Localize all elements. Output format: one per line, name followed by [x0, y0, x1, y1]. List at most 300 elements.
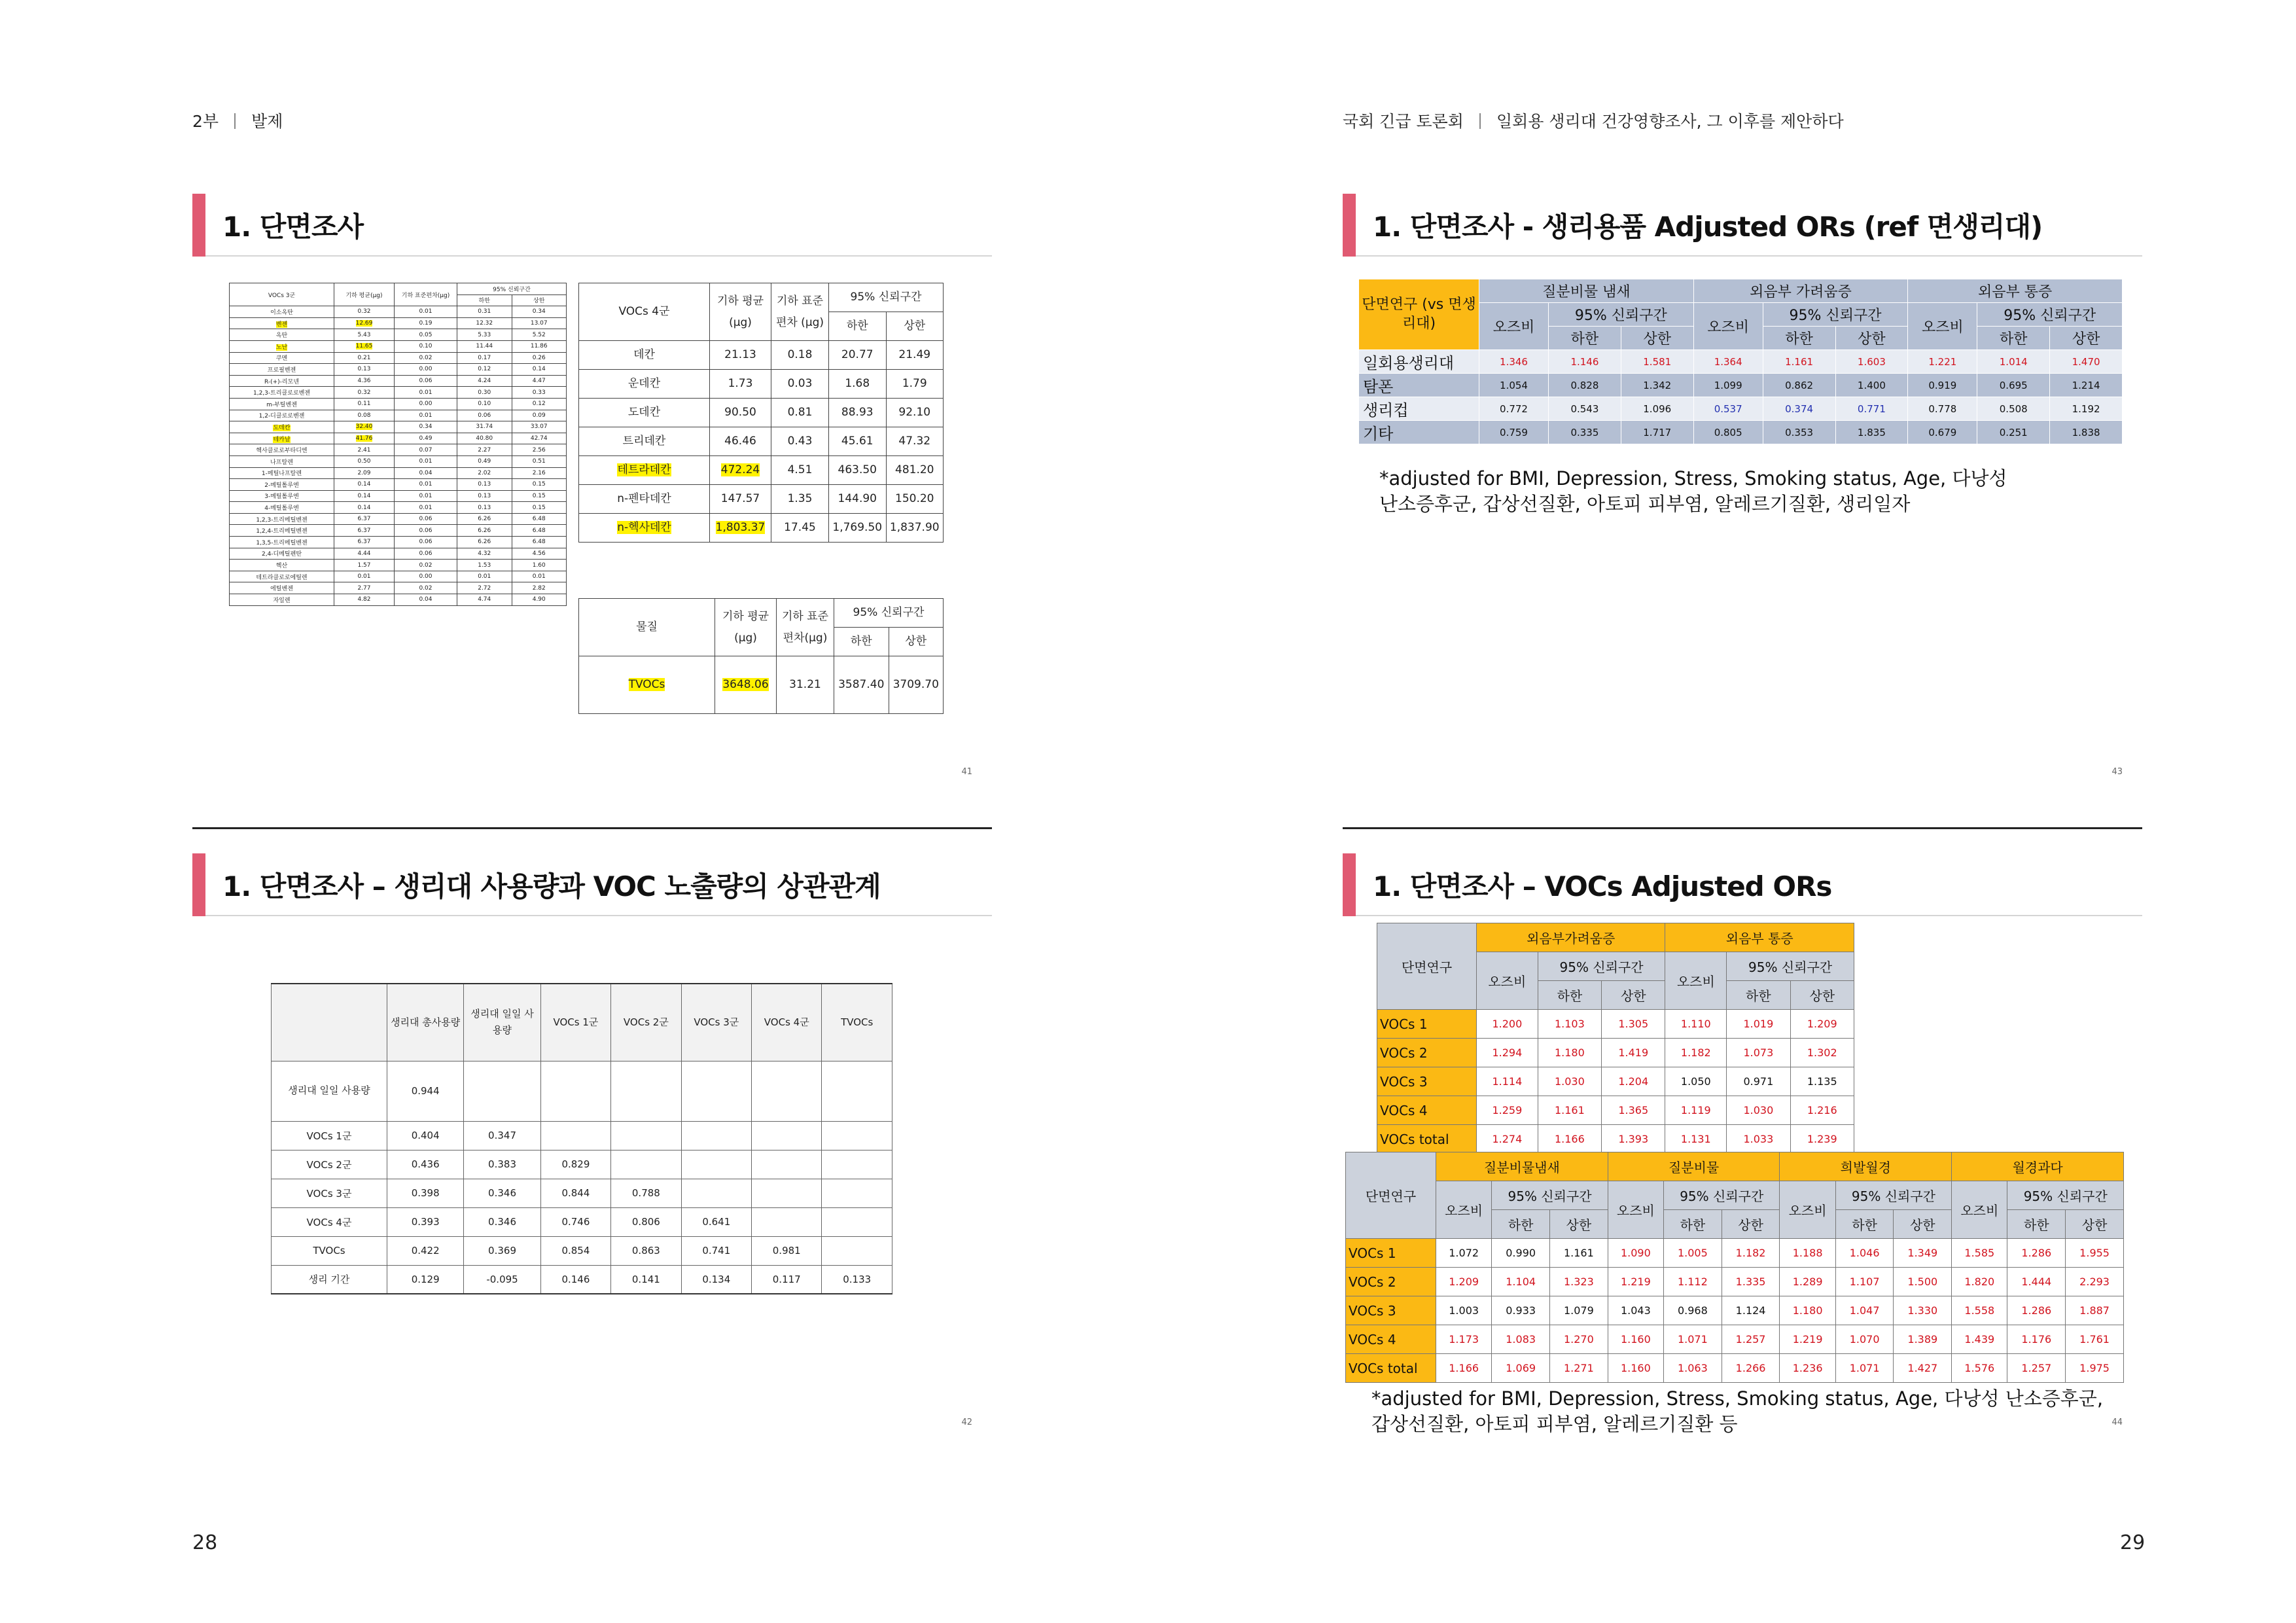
value-cell: 0.05 — [395, 329, 457, 341]
row-label: VOCs 2군 — [272, 1150, 387, 1179]
substance-cell — [230, 433, 334, 444]
substance-cell: 운데칸 — [579, 370, 710, 399]
substance-cell: 1,2-디클로로벤젠 — [230, 410, 334, 421]
value-cell: 4.36 — [334, 375, 395, 387]
value-cell: 6.37 — [334, 513, 395, 525]
table-row — [230, 364, 567, 376]
lower-bound-header: 하한 — [1664, 1210, 1722, 1239]
row-label: VOCs 3 — [1377, 1067, 1477, 1096]
upper-bound-header: 상한 — [1602, 981, 1665, 1010]
table-row — [230, 317, 567, 329]
col-header: VOCs 4군 — [752, 984, 822, 1061]
value-cell: 0.01 — [334, 571, 395, 582]
table-row — [579, 485, 944, 514]
substance-cell — [579, 514, 710, 543]
ci-header: 95% 신뢰구간 — [1835, 1181, 1951, 1210]
value-cell: 0.17 — [457, 352, 512, 364]
table-row — [272, 1150, 892, 1179]
substance-cell: 4-메틸톨루엔 — [230, 502, 334, 514]
corr-cell: -0.095 — [464, 1265, 540, 1294]
table-row — [230, 537, 567, 548]
value-cell: 6.26 — [457, 525, 512, 537]
or-value: 1.103 — [1538, 1010, 1601, 1039]
or-value: 1.173 — [1436, 1325, 1492, 1354]
or-value: 1.114 — [1477, 1067, 1538, 1096]
ci-header: 95% 신뢰구간 — [1977, 303, 2123, 327]
or-value: 1.364 — [1693, 350, 1763, 374]
or-value: 0.828 — [1549, 374, 1621, 397]
row-label: VOCs 1군 — [272, 1121, 387, 1150]
slide-44 — [1343, 851, 2142, 1518]
value-cell: 3709.70 — [889, 656, 944, 714]
table-row — [230, 571, 567, 582]
table-row — [1346, 1268, 2124, 1296]
slide-number: 44 — [2111, 1418, 2123, 1427]
value-cell: 0.01 — [395, 490, 457, 502]
table-row — [230, 329, 567, 341]
or-value: 1.419 — [1602, 1039, 1665, 1067]
value-cell: 481.20 — [886, 456, 944, 485]
value-cell: 0.01 — [395, 306, 457, 318]
slide-title-bar — [192, 191, 992, 257]
or-value: 1.576 — [1952, 1354, 2007, 1383]
corr-cell — [822, 1236, 892, 1265]
table-row — [230, 421, 567, 433]
value-cell: 12.32 — [457, 317, 512, 329]
or-value: 0.695 — [1977, 374, 2050, 397]
or-value: 1.014 — [1977, 350, 2050, 374]
value-cell: 1.79 — [886, 370, 944, 399]
substance-cell: R-(+)-리모넨 — [230, 375, 334, 387]
value-cell: 0.19 — [395, 317, 457, 329]
or-value: 0.353 — [1763, 421, 1835, 444]
table-row — [230, 502, 567, 514]
value-cell: 0.03 — [771, 370, 829, 399]
highlighted-text: 11.65 — [355, 343, 373, 350]
value-cell: 21.49 — [886, 341, 944, 370]
or-value: 1.820 — [1952, 1268, 2007, 1296]
table-row — [1377, 1067, 1854, 1096]
or-value: 1.219 — [1780, 1325, 1835, 1354]
or-value: 0.537 — [1693, 397, 1763, 421]
or-value: 0.778 — [1908, 397, 1977, 421]
corr-cell — [464, 1061, 540, 1121]
substance-cell: 2,4-디메틸펜탄 — [230, 548, 334, 560]
value-cell: 0.06 — [395, 537, 457, 548]
substance-cell: 1,2,3-트리클로로벤젠 — [230, 387, 334, 399]
or-value: 1.180 — [1538, 1039, 1601, 1067]
corr-cell — [822, 1121, 892, 1150]
group-header: 질분비물냄새 — [1436, 1152, 1608, 1181]
vocs4-table — [578, 283, 944, 543]
or-value: 1.146 — [1549, 350, 1621, 374]
table-row — [230, 410, 567, 421]
or-value: 1.257 — [2007, 1354, 2066, 1383]
table-row — [230, 582, 567, 594]
or-value: 1.209 — [1436, 1268, 1492, 1296]
value-cell: 4.51 — [771, 456, 829, 485]
or-value: 0.933 — [1492, 1296, 1550, 1325]
or-value: 0.805 — [1693, 421, 1763, 444]
or-value: 1.071 — [1835, 1354, 1894, 1383]
highlighted-text: 테트라데칸 — [617, 463, 671, 477]
substance-cell: 1,2,3-트리메틸벤젠 — [230, 513, 334, 525]
col-header: 생리대 총사용량 — [387, 984, 464, 1061]
value-cell: 0.01 — [395, 479, 457, 491]
col-header: VOCs 2군 — [611, 984, 681, 1061]
table-row — [230, 444, 567, 456]
or-header: 오즈비 — [1908, 303, 1977, 350]
or-value: 1.323 — [1550, 1268, 1608, 1296]
value-cell: 88.93 — [829, 399, 887, 427]
value-cell: 2.41 — [334, 444, 395, 456]
or-value: 1.050 — [1665, 1067, 1727, 1096]
note-line: *adjusted for BMI, Depression, Stress, Smoking status, Age, 다낭성 — [1379, 467, 2007, 490]
or-header: 오즈비 — [1665, 952, 1727, 1010]
or-header: 오즈비 — [1693, 303, 1763, 350]
corr-cell: 0.788 — [611, 1179, 681, 1207]
or-value: 1.135 — [1790, 1067, 1854, 1096]
value-cell: 4.44 — [334, 548, 395, 560]
corr-cell — [681, 1150, 751, 1179]
col-header: TVOCs — [822, 984, 892, 1061]
col-header: VOCs 4군 — [579, 283, 710, 341]
row-label: 탐폰 — [1359, 374, 1479, 397]
corr-cell — [681, 1179, 751, 1207]
or-value: 1.838 — [2050, 421, 2123, 444]
or-value: 1.603 — [1835, 350, 1908, 374]
value-cell: 1.57 — [334, 560, 395, 571]
or-value: 1.219 — [1608, 1268, 1663, 1296]
corr-cell: 0.944 — [387, 1061, 464, 1121]
value-cell: 4.82 — [334, 594, 395, 606]
table-row — [579, 399, 944, 427]
or-value: 1.221 — [1908, 350, 1977, 374]
value-cell: 0.01 — [395, 502, 457, 514]
table-row — [230, 433, 567, 444]
slide-title-bar — [1343, 851, 2142, 916]
table-row — [230, 490, 567, 502]
or-value: 1.047 — [1835, 1296, 1894, 1325]
row-label: VOCs 1 — [1346, 1239, 1436, 1268]
col-header: 95% 신뢰구간 — [457, 283, 567, 295]
value-cell: 0.49 — [457, 455, 512, 467]
or-value: 1.005 — [1664, 1239, 1722, 1268]
corr-cell: 0.863 — [611, 1236, 681, 1265]
highlighted-text: n-헥사데칸 — [617, 521, 671, 535]
value-cell: 2.77 — [334, 582, 395, 594]
lower-bound-header: 하한 — [1492, 1210, 1550, 1239]
or-value: 1.069 — [1492, 1354, 1550, 1383]
value-cell: 1.35 — [771, 485, 829, 514]
slide-41 — [192, 191, 992, 859]
value-cell: 0.34 — [512, 306, 567, 318]
substance-cell: 나프탈렌 — [230, 455, 334, 467]
upper-bound-header: 상한 — [1835, 327, 1908, 350]
value-cell: 0.06 — [395, 375, 457, 387]
corr-cell: 0.393 — [387, 1207, 464, 1236]
table-row — [579, 341, 944, 370]
row-label: 일회용생리대 — [1359, 350, 1479, 374]
value-cell: 2.09 — [334, 467, 395, 479]
value-cell: 1.73 — [710, 370, 771, 399]
vocs-or-table-2 — [1345, 1152, 2124, 1383]
or-value: 1.289 — [1780, 1268, 1835, 1296]
value-cell: 0.09 — [512, 410, 567, 421]
or-header: 오즈비 — [1477, 952, 1538, 1010]
table-row — [230, 306, 567, 318]
table-row — [272, 1236, 892, 1265]
substance-cell: 헥사클로로부타디엔 — [230, 444, 334, 456]
value-cell: 0.14 — [334, 490, 395, 502]
table-row — [230, 548, 567, 560]
title-accent — [192, 194, 205, 257]
value-cell: 0.32 — [334, 387, 395, 399]
corr-cell — [822, 1061, 892, 1121]
or-value: 1.166 — [1538, 1125, 1601, 1154]
corr-cell: 0.347 — [464, 1121, 540, 1150]
corr-cell: 0.134 — [681, 1265, 751, 1294]
or-value: 1.073 — [1727, 1039, 1790, 1067]
value-cell: 0.06 — [395, 548, 457, 560]
value-cell: 0.14 — [334, 479, 395, 491]
value-cell: 6.26 — [457, 513, 512, 525]
ci-header: 95% 신뢰구간 — [1664, 1181, 1780, 1210]
value-cell: 5.33 — [457, 329, 512, 341]
lower-bound-header: 하한 — [1538, 981, 1601, 1010]
corr-cell: 0.436 — [387, 1150, 464, 1179]
correlation-table — [271, 983, 892, 1294]
substance-cell: n-펜타데칸 — [579, 485, 710, 514]
or-value: 1.294 — [1477, 1039, 1538, 1067]
table-row — [230, 479, 567, 491]
or-value: 1.131 — [1665, 1125, 1727, 1154]
or-value: 1.072 — [1436, 1239, 1492, 1268]
lower-bound-header: 하한 — [1977, 327, 2050, 350]
value-cell: 2.16 — [512, 467, 567, 479]
row-label: 생리컵 — [1359, 397, 1479, 421]
vocs3-table — [229, 283, 567, 606]
or-value: 1.161 — [1550, 1239, 1608, 1268]
value-cell: 0.08 — [334, 410, 395, 421]
or-value: 1.302 — [1790, 1039, 1854, 1067]
substance-cell: 쿠멘 — [230, 352, 334, 364]
substance-cell: m-부틸벤젠 — [230, 398, 334, 410]
or-value: 1.236 — [1780, 1354, 1835, 1383]
right-running-header — [1343, 109, 1844, 132]
corr-cell: 0.383 — [464, 1150, 540, 1179]
table-row — [1377, 1039, 1854, 1067]
value-cell: 0.26 — [512, 352, 567, 364]
or-value: 0.335 — [1549, 421, 1621, 444]
table-row — [1359, 350, 2123, 374]
or-value: 1.305 — [1602, 1010, 1665, 1039]
substance-cell — [230, 317, 334, 329]
corner-header: 단면연구 — [1346, 1152, 1436, 1239]
note-line: 갑상선질환, 아토피 피부염, 알레르기질환 등 — [1371, 1413, 1738, 1436]
or-value: 1.030 — [1538, 1067, 1601, 1096]
value-cell — [334, 433, 395, 444]
or-value: 1.581 — [1621, 350, 1693, 374]
or-value: 1.393 — [1602, 1125, 1665, 1154]
table-row — [230, 455, 567, 467]
highlighted-text: TVOCs — [628, 678, 665, 692]
corr-cell: 0.117 — [752, 1265, 822, 1294]
group-header: 월경과다 — [1952, 1152, 2124, 1181]
or-value: 1.585 — [1952, 1239, 2007, 1268]
highlighted-text: 1,803.37 — [715, 521, 766, 535]
col-header: VOCs 3군 — [230, 283, 334, 306]
or-value: 1.079 — [1550, 1296, 1608, 1325]
value-cell: 0.50 — [334, 455, 395, 467]
table-row — [579, 656, 944, 714]
or-value: 1.239 — [1790, 1125, 1854, 1154]
value-cell: 45.61 — [829, 427, 887, 456]
left-running-header — [192, 109, 283, 132]
value-cell: 0.01 — [395, 387, 457, 399]
value-cell: 0.07 — [395, 444, 457, 456]
or-value: 1.214 — [2050, 374, 2123, 397]
or-value: 1.033 — [1727, 1125, 1790, 1154]
upper-bound-header: 상한 — [1621, 327, 1693, 350]
value-cell: 0.06 — [457, 410, 512, 421]
corr-cell: 0.346 — [464, 1179, 540, 1207]
tvocs-table — [578, 598, 944, 714]
or-value: 1.182 — [1665, 1039, 1727, 1067]
or-value: 1.266 — [1722, 1354, 1780, 1383]
highlighted-text: 테카날 — [273, 436, 291, 443]
value-cell: 1.53 — [457, 560, 512, 571]
corr-cell — [611, 1061, 681, 1121]
or-value: 0.971 — [1727, 1067, 1790, 1096]
or-value: 1.110 — [1665, 1010, 1727, 1039]
corr-cell: 0.746 — [540, 1207, 610, 1236]
title-accent — [192, 853, 205, 916]
corr-cell: 0.146 — [540, 1265, 610, 1294]
adjustment-note — [1371, 1386, 2103, 1437]
col-header: 기하 평균(μg) — [710, 283, 771, 341]
vocs-or-table-1 — [1377, 923, 1854, 1154]
value-cell: 0.14 — [512, 364, 567, 376]
value-cell: 21.13 — [710, 341, 771, 370]
page-number-left: 28 — [192, 1531, 218, 1554]
table-row — [1359, 397, 2123, 421]
table-row — [1377, 1125, 1854, 1154]
col-header: 상한 — [886, 312, 944, 341]
value-cell: 0.02 — [395, 560, 457, 571]
row-label: VOCs 2 — [1377, 1039, 1477, 1067]
or-value: 0.251 — [1977, 421, 2050, 444]
or-value: 1.099 — [1693, 374, 1763, 397]
or-value: 0.968 — [1664, 1296, 1722, 1325]
highlighted-text: 도데칸 — [273, 424, 291, 431]
slide-number: 43 — [2111, 767, 2123, 777]
or-value: 1.271 — [1550, 1354, 1608, 1383]
or-value: 1.761 — [2066, 1325, 2124, 1354]
corr-cell — [611, 1121, 681, 1150]
or-value: 1.054 — [1479, 374, 1549, 397]
value-cell: 4.74 — [457, 594, 512, 606]
col-header: 95% 신뢰구간 — [829, 283, 944, 312]
or-value: 1.500 — [1894, 1268, 1952, 1296]
ci-header: 95% 신뢰구간 — [2007, 1181, 2124, 1210]
part-label: 2부 — [192, 112, 219, 131]
or-value: 1.090 — [1608, 1239, 1663, 1268]
corr-cell: 0.369 — [464, 1236, 540, 1265]
corr-cell — [752, 1179, 822, 1207]
value-cell — [334, 317, 395, 329]
substance-cell — [230, 340, 334, 352]
value-cell: 4.90 — [512, 594, 567, 606]
substance-cell: 헥산 — [230, 560, 334, 571]
value-cell: 0.02 — [395, 352, 457, 364]
value-cell: 0.00 — [395, 398, 457, 410]
substance-cell: 옥탄 — [230, 329, 334, 341]
or-value: 1.427 — [1894, 1354, 1952, 1383]
value-cell: 47.32 — [886, 427, 944, 456]
value-cell: 0.04 — [395, 467, 457, 479]
value-cell: 2.56 — [512, 444, 567, 456]
or-value: 1.043 — [1608, 1296, 1663, 1325]
col-header: 기하 평균(μg) — [715, 599, 777, 656]
corr-cell: 0.641 — [681, 1207, 751, 1236]
value-cell: 0.13 — [457, 479, 512, 491]
or-header: 오즈비 — [1479, 303, 1549, 350]
or-value: 1.400 — [1835, 374, 1908, 397]
slide-43 — [1343, 191, 2142, 859]
value-cell: 0.12 — [512, 398, 567, 410]
upper-bound-header: 상한 — [2066, 1210, 2124, 1239]
or-value: 1.166 — [1436, 1354, 1492, 1383]
value-cell: 1.68 — [829, 370, 887, 399]
or-value: 0.772 — [1479, 397, 1549, 421]
or-header: 오즈비 — [1780, 1181, 1835, 1239]
corr-cell — [752, 1061, 822, 1121]
value-cell: 0.13 — [457, 490, 512, 502]
value-cell: 6.48 — [512, 537, 567, 548]
or-value: 1.270 — [1550, 1325, 1608, 1354]
table-row — [272, 1061, 892, 1121]
substance-cell: 1,3,5-트리메틸벤젠 — [230, 537, 334, 548]
value-cell: 1,769.50 — [829, 514, 887, 543]
slide-title-bar — [1343, 191, 2142, 257]
or-value: 1.083 — [1492, 1325, 1550, 1354]
corr-cell: 0.422 — [387, 1236, 464, 1265]
title-accent — [1343, 853, 1356, 916]
note-line: *adjusted for BMI, Depression, Stress, Smoking status, Age, 다낭성 난소증후군, — [1371, 1387, 2104, 1410]
value-cell: 0.10 — [395, 340, 457, 352]
row-label: 기타 — [1359, 421, 1479, 444]
or-value: 0.374 — [1763, 397, 1835, 421]
or-value: 0.679 — [1908, 421, 1977, 444]
or-value: 1.046 — [1835, 1239, 1894, 1268]
value-cell: 90.50 — [710, 399, 771, 427]
or-value: 1.975 — [2066, 1354, 2124, 1383]
or-value: 1.330 — [1894, 1296, 1952, 1325]
corr-cell: 0.404 — [387, 1121, 464, 1150]
substance-cell — [230, 421, 334, 433]
value-cell: 31.74 — [457, 421, 512, 433]
value-cell: 20.77 — [829, 341, 887, 370]
highlighted-text: 벤젠 — [275, 321, 288, 328]
corr-cell — [611, 1150, 681, 1179]
table-row — [1346, 1325, 2124, 1354]
highlighted-text: 32.40 — [355, 423, 373, 431]
or-value: 1.342 — [1621, 374, 1693, 397]
or-value: 1.717 — [1621, 421, 1693, 444]
value-cell: 11.44 — [457, 340, 512, 352]
substance-cell: 프로필벤젠 — [230, 364, 334, 376]
